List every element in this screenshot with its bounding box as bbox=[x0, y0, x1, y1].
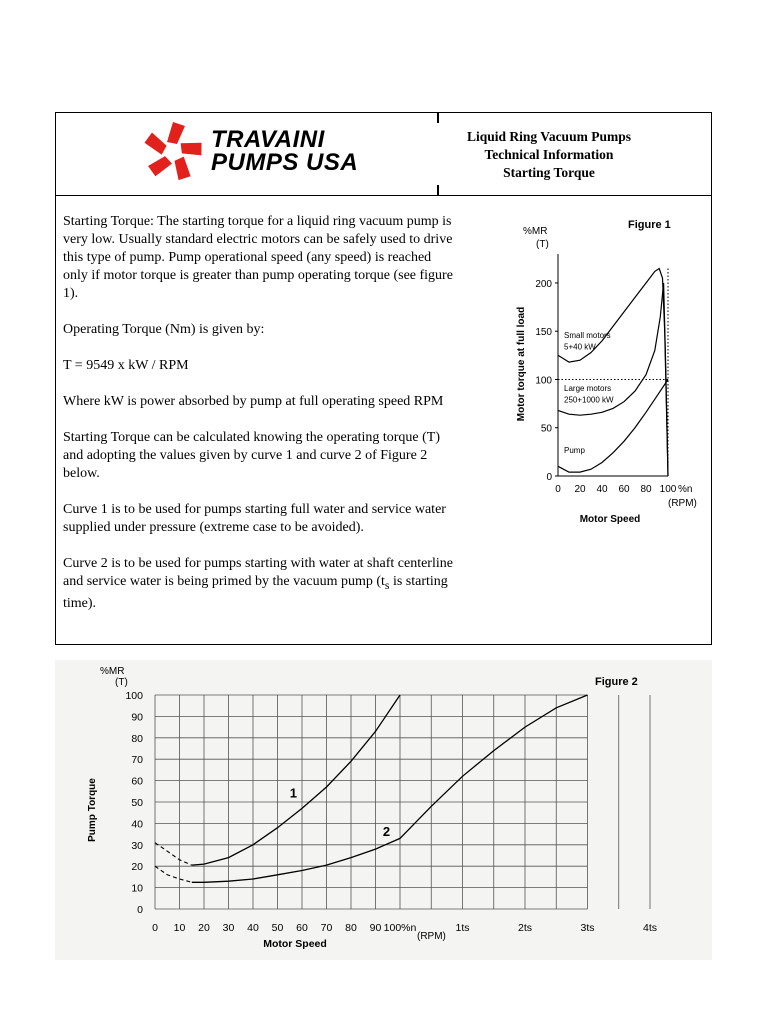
body-text bbox=[63, 213, 453, 631]
y-axis-unit-label: (T) bbox=[115, 677, 128, 688]
y-axis-top-label: %MR bbox=[523, 226, 548, 237]
paragraph-operating-torque: Operating Torque (Nm) is given by: bbox=[63, 322, 265, 337]
y-tick-label: 10 bbox=[131, 882, 143, 895]
x-tick-label: 20 bbox=[198, 922, 210, 934]
y-axis-unit-label: (T) bbox=[536, 239, 549, 250]
paragraph-curve1: Curve 1 is to be used for pumps starting full water and service water supplied under pressure (extreme case to be avoided). bbox=[63, 502, 446, 535]
y-tick-label: 200 bbox=[535, 278, 552, 290]
x-unit-label: %n bbox=[678, 484, 693, 495]
x-tick-label: 80 bbox=[640, 484, 652, 495]
y-tick-label: 0 bbox=[137, 904, 143, 916]
travaini-logo bbox=[139, 118, 399, 190]
y-tick-label: 150 bbox=[535, 327, 552, 339]
paragraph-curve2 bbox=[63, 555, 453, 613]
header-divider bbox=[437, 185, 439, 195]
figure-title: Figure 1 bbox=[628, 219, 671, 231]
x-tick-label: 60 bbox=[296, 922, 308, 934]
x-unit-label: (RPM) bbox=[417, 931, 446, 942]
logo-wordmark bbox=[211, 128, 358, 174]
figure-title: Figure 2 bbox=[595, 676, 638, 688]
x-tick-label: 3ts bbox=[580, 922, 595, 934]
x-tick-label: 4ts bbox=[642, 922, 658, 934]
x-tick-label: 80 bbox=[345, 922, 357, 934]
y-tick-label: 90 bbox=[131, 711, 143, 724]
figure-1-chart bbox=[508, 214, 708, 534]
series-label-pump: Pump bbox=[564, 445, 585, 455]
logo-line1: TRAVAINI bbox=[211, 126, 325, 153]
y-tick-label: 60 bbox=[131, 775, 143, 788]
header-row bbox=[56, 113, 711, 196]
x-tick-label: 100 bbox=[659, 484, 677, 495]
series-label-small-motors: Small motors bbox=[564, 330, 611, 340]
title-line2: Technical Information bbox=[484, 147, 614, 162]
figure-2-chart bbox=[55, 660, 712, 960]
title-line1: Liquid Ring Vacuum Pumps bbox=[467, 129, 631, 144]
y-tick-label: 30 bbox=[131, 839, 143, 852]
x-tick-label: 70 bbox=[320, 922, 333, 934]
x-tick-label: 20 bbox=[574, 484, 586, 495]
x-tick-label: 90 bbox=[369, 922, 382, 934]
x-unit-label2: (RPM) bbox=[668, 498, 697, 509]
formula: T = 9549 x kW / RPM bbox=[63, 358, 189, 373]
y-tick-label: 40 bbox=[131, 818, 143, 831]
x-axis-label: Motor Speed bbox=[579, 514, 641, 525]
paragraph-starting-torque: Starting Torque can be calculated knowing the operating torque (T) and adopting the values given by curve 1 and curve 2 of Figure 2 below. bbox=[63, 430, 441, 481]
series-label-large-motors-kw: 250+1000 kW bbox=[564, 395, 614, 405]
series-line-2 bbox=[558, 380, 668, 473]
series-line-1 bbox=[192, 695, 400, 865]
x-tick-label: 100%n bbox=[383, 922, 417, 934]
x-tick-label: 40 bbox=[247, 922, 259, 934]
title-line3: Starting Torque bbox=[503, 165, 595, 180]
x-tick-label: 30 bbox=[222, 922, 235, 934]
series-dashed-1 bbox=[155, 843, 192, 865]
y-tick-label: 20 bbox=[131, 861, 143, 874]
y-tick-label: 50 bbox=[131, 797, 143, 809]
y-tick-label: 80 bbox=[131, 732, 143, 745]
x-tick-label: 2ts bbox=[517, 922, 533, 934]
curve2-text-a: Curve 2 is to be used for pumps starting with water at shaft centerline and service water is being primed by the vacuum pump (t bbox=[63, 556, 453, 589]
y-axis-top-label: %MR bbox=[100, 666, 125, 677]
header-divider bbox=[437, 113, 439, 123]
series-label-small-motors-kw: 5+40 kW bbox=[564, 342, 596, 352]
curve2-text-b: is starting time). bbox=[63, 574, 448, 611]
y-axis-label: Pump Torque bbox=[87, 778, 98, 842]
paragraph-kw: Where kW is power absorbed by pump at full operating speed RPM bbox=[63, 394, 444, 409]
logo-line2: PUMPS USA bbox=[211, 149, 359, 176]
curve-label-2: 2 bbox=[382, 824, 391, 840]
y-tick-label: 70 bbox=[131, 754, 143, 767]
document-title bbox=[446, 128, 652, 182]
series-label-large-motors: Large motors bbox=[564, 384, 612, 394]
x-axis-label: Motor Speed bbox=[263, 938, 327, 950]
x-tick-label: 60 bbox=[618, 484, 630, 495]
y-tick-label: 0 bbox=[546, 472, 552, 483]
series-line-2 bbox=[192, 695, 588, 882]
y-tick-label: 50 bbox=[540, 423, 552, 435]
y-axis-label: Motor torque at full load bbox=[516, 306, 527, 422]
x-tick-label: 50 bbox=[271, 922, 284, 934]
curve-label-1: 1 bbox=[289, 785, 297, 801]
y-tick-label: 100 bbox=[535, 375, 552, 387]
series-dashed-2 bbox=[155, 866, 192, 882]
y-tick-label: 100 bbox=[125, 690, 143, 702]
x-tick-label: 40 bbox=[596, 484, 608, 495]
curve2-subscript: s bbox=[384, 578, 390, 592]
x-tick-label: 10 bbox=[173, 922, 186, 934]
x-tick-label: 1ts bbox=[455, 922, 470, 934]
pump-logo-icon bbox=[139, 118, 207, 186]
x-tick-label: 0 bbox=[555, 484, 561, 495]
x-tick-label: 0 bbox=[152, 922, 158, 934]
paragraph-intro: Starting Torque: The starting torque for a liquid ring vacuum pump is very low. Usually standard electric motors can be safely used to drive this type of pump. Pump operational speed (any speed) is reached only if motor torque is greater than pump operating torque (see figure 1). bbox=[63, 214, 453, 301]
